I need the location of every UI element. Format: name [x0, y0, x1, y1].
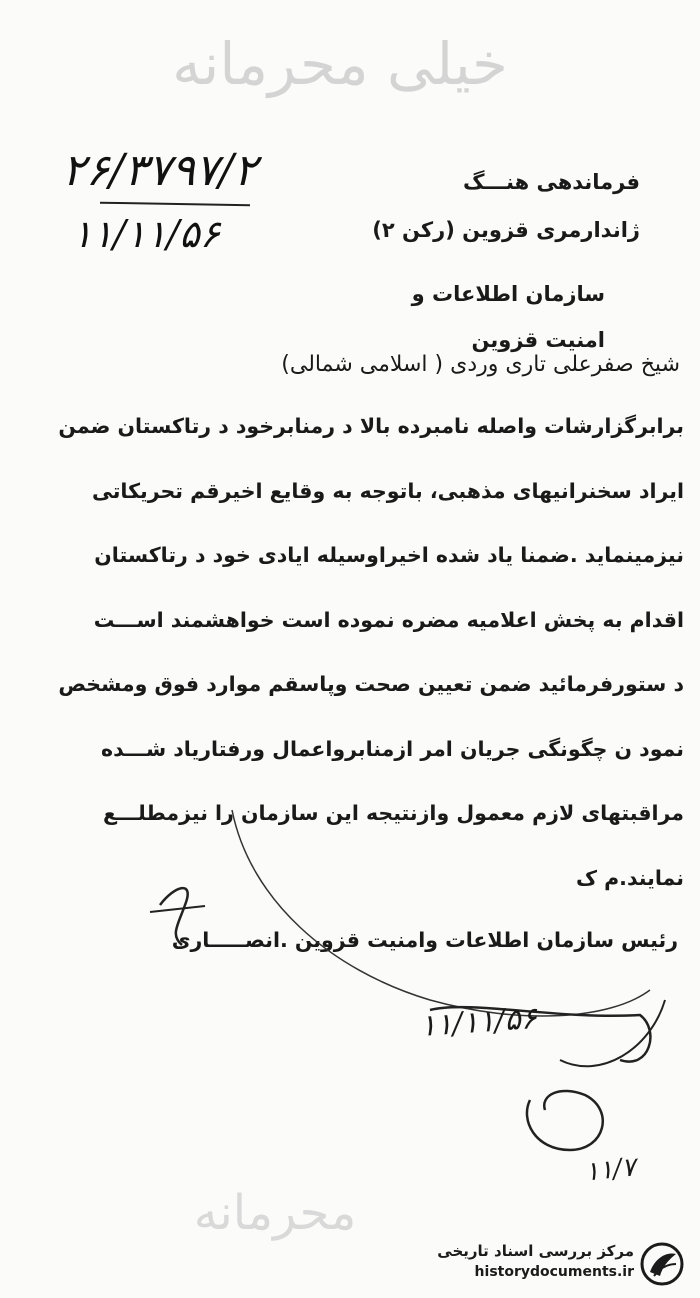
body-line: نمایند.م ک — [576, 865, 684, 890]
body-line: برابرگزارشات واصله نامبرده بالا د رمنابرخود د رتاکستان ضمن — [58, 414, 684, 438]
margin-circle — [527, 1091, 603, 1150]
handwritten-underline — [100, 202, 250, 207]
watermark-url: historydocuments.ir — [474, 1264, 634, 1280]
classification-stamp-bottom: محرمانه — [193, 1185, 357, 1241]
body-line: د ستورفرمائید ضمن تعیین صحت وپاسقم موارد فوق ومشخص — [58, 672, 684, 696]
margin-handwritten-date: ۱۱/۱۱/۵۶ — [418, 1000, 538, 1045]
letter-subject: شیخ صفرعلی تاری وردی ( اسلامی شمالی) — [281, 352, 680, 377]
margin-handwritten-note: ۱۱/۷ — [583, 1152, 638, 1188]
handwritten-letter-number: ۲۶/۳۷۹۷/۲ — [62, 145, 258, 196]
handwritten-letter-date: ۱۱/۱۱/۵۶ — [72, 212, 221, 256]
body-line: نیزمینماید .ضمنا یاد شده اخیراوسیله ایادی خود د رتاکستان — [94, 543, 684, 567]
body-line: نمود ن چگونگی جریان امر ازمنابرواعمال ورفتاریاد شـــده — [101, 736, 684, 761]
source-watermark — [425, 1240, 690, 1290]
margin-flourish — [560, 1000, 665, 1066]
classification-stamp-top: خیلی محرمانه — [172, 30, 508, 98]
body-line: اقدام به پخش اعلامیه مضره نموده است خواهشمند اســـت — [93, 607, 684, 632]
watermark-title: مرکز بررسی اسناد تاریخی — [437, 1242, 634, 1260]
sender-line-1: سازمان اطلاعات و — [411, 282, 605, 306]
recipient-line-1: فرماندهی هنـــگ — [462, 170, 640, 194]
body-line: مراقبتهای لازم معمول وازنتیجه این سازمان را نیزمطلـــع — [103, 801, 684, 825]
sender-line-2: امنیت قزوین — [471, 328, 605, 352]
body-line: ایراد سخنرانیهای مذهبی، باتوجه به وقایع اخیرقم تحریکاتی — [91, 478, 684, 503]
signature-line: رئیس سازمان اطلاعات وامنیت قزوین .انصـــــاری — [171, 928, 678, 952]
recipient-line-2: ژاندارمری قزوین (رکن ۲) — [372, 218, 640, 242]
letter-body — [14, 408, 684, 924]
archive-logo-icon — [640, 1242, 684, 1286]
